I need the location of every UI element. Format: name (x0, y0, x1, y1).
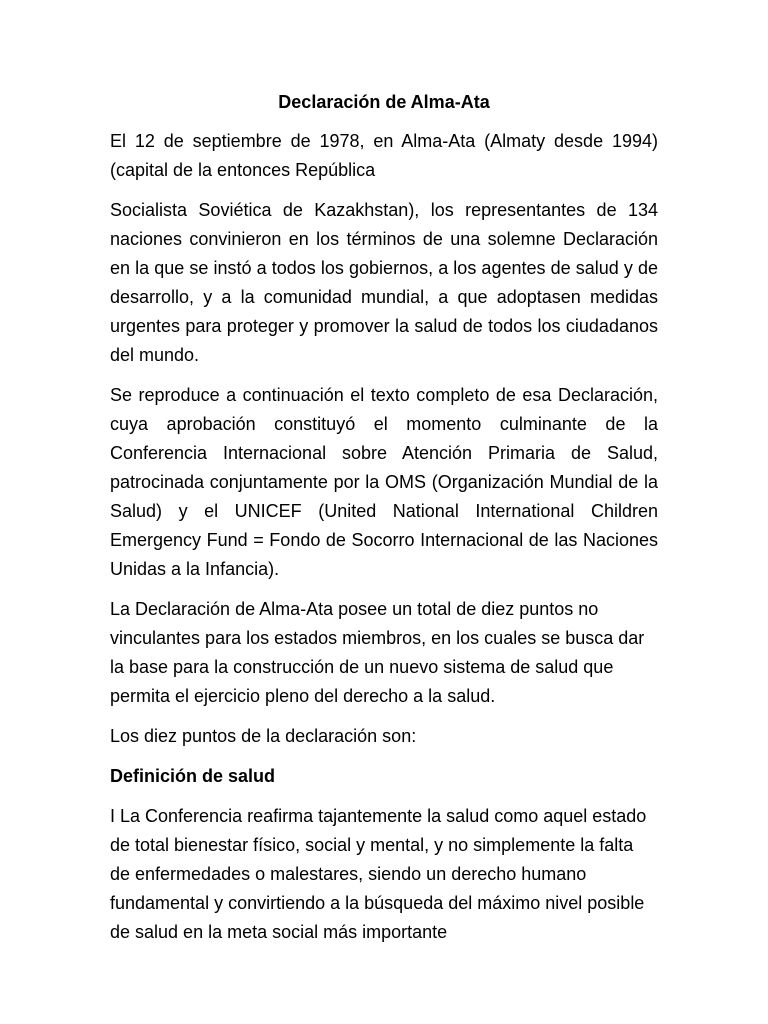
document-page (110, 88, 658, 958)
paragraph-representatives: Socialista Soviética de Kazakhstan), los representantes de 134 naciones convinieron en los términos de una solemne Declaración en la que se instó a todos los gobiernos, a los agentes de salud y de desarrollo, y a la comunidad mundial, a que adoptasen medidas urgentes para proteger y promover la salud de todos los ciudadanos del mundo. (110, 200, 658, 365)
paragraph-ten-points: La Declaración de Alma-Ata posee un total de diez puntos no vinculantes para los estados miembros, en los cuales se busca dar la base para la construcción de un nuevo sistema de salud que permita el ejercicio pleno del derecho a la salud. (110, 599, 645, 706)
paragraph-list-intro: Los diez puntos de la declaración son: (110, 726, 417, 746)
section-heading: Definición de salud (110, 766, 276, 786)
paragraph-intro: El 12 de septiembre de 1978, en Alma-Ata (Almaty desde 1994) (capital de la entonces República (110, 131, 658, 180)
document-title: Declaración de Alma-Ata (278, 92, 490, 112)
paragraph-reproduction: Se reproduce a continuación el texto completo de esa Declaración, cuya aprobación constituyó el momento culminante de la Conferencia Internacional sobre Atención Primaria de Salud, patrocinada conjuntamente por la OMS (Organización Mundial de la Salud) y el UNICEF (United National International Children Emergency Fund = Fondo de Socorro Internacional de las Naciones Unidas a la Infancia). (110, 385, 658, 579)
section-paragraph: I La Conferencia reafirma tajantemente la salud como aquel estado de total bienestar físico, social y mental, y no simplemente la falta de enfermedades o malestares, siendo un derecho humano fundamental y convirtiendo a la búsqueda del máximo nivel posible de salud en la meta social más importante (110, 806, 647, 942)
